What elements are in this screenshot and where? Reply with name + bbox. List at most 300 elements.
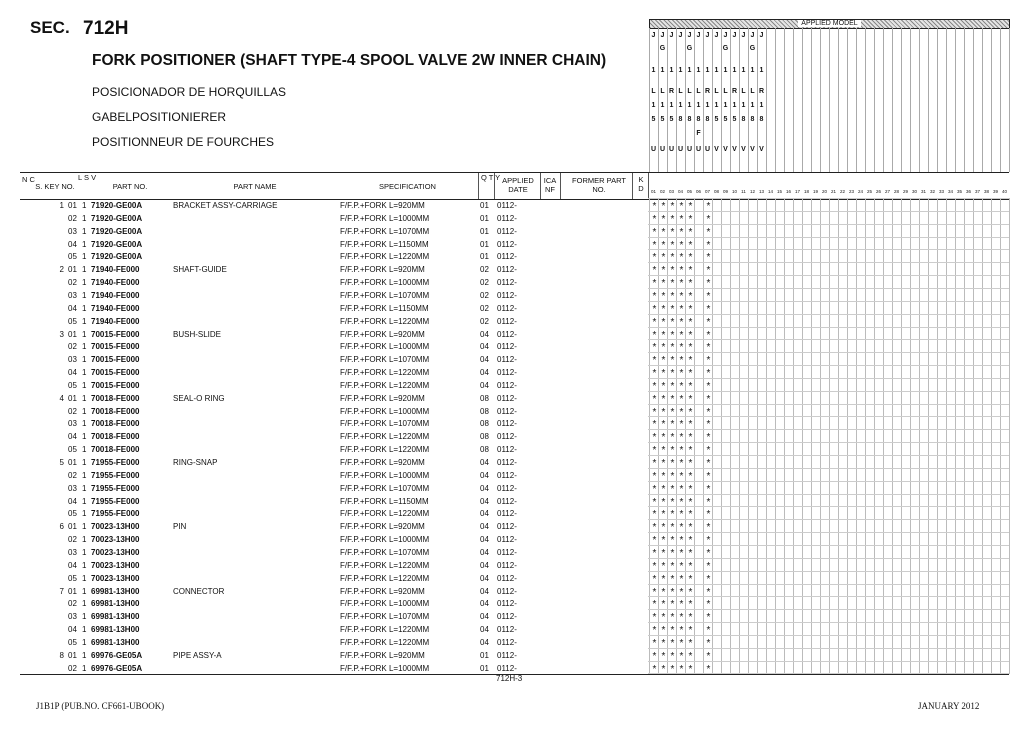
applicability-star: * [670, 201, 675, 212]
model-column-number: 31 [920, 189, 926, 194]
model-code-char: J [678, 32, 683, 39]
sub-number: 05 [68, 316, 77, 326]
model-column-number: 03 [668, 189, 674, 194]
applicability-star: * [670, 239, 675, 251]
table-row [20, 507, 650, 520]
key-number: 4 [59, 393, 64, 403]
applicability-star: * [661, 560, 666, 572]
applicability-star: * [679, 342, 684, 354]
applicability-star: * [706, 355, 711, 367]
line-number: 1 [82, 419, 87, 429]
applicability-star: * [679, 445, 684, 457]
model-column-number: 29 [902, 189, 908, 194]
line-number: 1 [82, 355, 87, 365]
model-code-char: V [723, 146, 728, 153]
model-column-number: 04 [677, 189, 683, 194]
part-number: 69976-GE05A [91, 663, 143, 673]
applicability-star: * [661, 368, 666, 380]
model-code-char: L [741, 88, 746, 95]
table-row [20, 649, 650, 662]
applied-date: 0112- [497, 226, 517, 236]
applicability-star: * [670, 368, 675, 380]
applicability-star: * [652, 201, 657, 212]
line-number: 1 [82, 599, 87, 609]
sub-number: 04 [68, 625, 77, 635]
specification: F/F.P.+FORK L=1000MM [340, 599, 430, 609]
quantity: 02 [480, 265, 489, 275]
quantity: 04 [480, 509, 489, 519]
sub-number: 01 [68, 650, 77, 660]
model-column-number: 38 [983, 189, 989, 194]
part-number: 71940-FE000 [91, 265, 140, 275]
line-number: 1 [82, 522, 87, 532]
applicability-star: * [688, 419, 693, 431]
applicability-marks [650, 520, 730, 533]
model-column-number: 27 [884, 189, 890, 194]
specification: F/F.P.+FORK L=920MM [340, 650, 425, 660]
part-number: 71940-FE000 [91, 316, 140, 326]
line-number: 1 [82, 303, 87, 313]
line-number: 1 [82, 560, 87, 570]
model-code-char: G [659, 45, 666, 52]
model-code-char: J [660, 32, 665, 39]
page-title: FORK POSITIONER (SHAFT TYPE-4 SPOOL VALVE 2W INNER CHAIN) [92, 52, 607, 69]
line-number: 1 [82, 612, 87, 622]
quantity: 01 [480, 252, 489, 262]
applicability-star: * [688, 226, 693, 238]
table-row [20, 289, 650, 302]
applicability-star: * [670, 586, 675, 598]
specification: F/F.P.+FORK L=1070MM [340, 226, 430, 236]
applicability-star: * [688, 265, 693, 277]
line-number: 1 [82, 586, 87, 596]
section-number: 712H [83, 18, 129, 39]
page-number: 712H-3 [496, 674, 523, 683]
applicability-star: * [706, 560, 711, 572]
applicability-marks [650, 225, 730, 238]
quantity: 04 [480, 625, 489, 635]
applied-date: 0112- [497, 201, 517, 210]
table-row [20, 328, 650, 341]
model-code-char: J [759, 32, 764, 39]
sub-number: 04 [68, 239, 77, 249]
model-column-number: 32 [929, 189, 935, 194]
sub-number: 03 [68, 226, 77, 236]
part-name: PIPE ASSY-A [173, 650, 222, 660]
applicability-star: * [670, 599, 675, 611]
applicability-star: * [661, 612, 666, 624]
model-code-char: G [722, 45, 729, 52]
model-code-char: 8 [750, 116, 755, 123]
applicability-star: * [652, 637, 657, 649]
model-code-char: 1 [750, 102, 755, 109]
part-number: 71920-GE00A [91, 201, 143, 210]
table-row [20, 366, 650, 379]
quantity: 08 [480, 445, 489, 455]
applicability-star: * [670, 445, 675, 457]
part-number: 70023-13H00 [91, 560, 140, 570]
model-code-char: 1 [759, 102, 764, 109]
applied-date: 0112- [497, 303, 517, 313]
table-row [20, 340, 650, 353]
applied-date: 0112- [497, 368, 517, 378]
applicability-marks [650, 443, 730, 456]
applicability-star: * [670, 265, 675, 277]
applicability-star: * [652, 419, 657, 431]
applicability-star: * [688, 432, 693, 444]
part-number: 71940-FE000 [91, 278, 140, 288]
applicability-star: * [652, 522, 657, 534]
table-row [20, 263, 650, 276]
table-row [20, 662, 650, 675]
part-number: 70023-13H00 [91, 522, 140, 532]
specification: F/F.P.+FORK L=1000MM [340, 663, 430, 673]
applicability-star: * [688, 650, 693, 662]
applied-date: 0112- [497, 573, 517, 583]
applicability-star: * [670, 213, 675, 225]
part-number: 70023-13H00 [91, 573, 140, 583]
line-number: 1 [82, 239, 87, 249]
applicability-star: * [706, 509, 711, 521]
applied-date: 0112- [497, 393, 517, 403]
applicability-star: * [652, 368, 657, 380]
applicability-star: * [706, 470, 711, 482]
applied-date: 0112- [497, 483, 517, 493]
applied-date: 0112- [497, 522, 517, 532]
applicability-star: * [679, 560, 684, 572]
specification: F/F.P.+FORK L=1220MM [340, 625, 430, 635]
applicability-star: * [679, 522, 684, 534]
sub-number: 03 [68, 290, 77, 300]
applicability-star: * [679, 226, 684, 238]
part-number: 71920-GE00A [91, 252, 143, 262]
line-number: 1 [82, 445, 87, 455]
model-code-char: 5 [660, 116, 665, 123]
applicability-star: * [706, 342, 711, 354]
applicability-star: * [661, 380, 666, 392]
quantity: 04 [480, 368, 489, 378]
applicability-star: * [670, 342, 675, 354]
model-code-char: L [678, 88, 683, 95]
applicability-marks [650, 623, 730, 636]
model-column-number: 26 [875, 189, 881, 194]
line-number: 1 [82, 329, 87, 339]
sub-number: 04 [68, 496, 77, 506]
specification: F/F.P.+FORK L=920MM [340, 458, 425, 467]
part-number: 71955-FE000 [91, 496, 140, 506]
specification: F/F.P.+FORK L=1220MM [340, 316, 430, 326]
applicability-star: * [679, 483, 684, 495]
applicability-star: * [652, 650, 657, 662]
sub-number: 01 [68, 393, 77, 403]
line-number: 1 [82, 509, 87, 519]
specification: F/F.P.+FORK L=1220MM [340, 560, 430, 570]
applicability-star: * [679, 637, 684, 649]
applicability-star: * [688, 445, 693, 457]
applicability-star: * [688, 368, 693, 380]
applicability-star: * [661, 547, 666, 559]
quantity: 04 [480, 470, 489, 480]
sub-number: 02 [68, 599, 77, 609]
table-row [20, 546, 650, 559]
model-code-char: 1 [669, 67, 674, 74]
applicability-marks [650, 430, 730, 443]
model-column-number: 23 [848, 189, 854, 194]
col-part-name: PART NAME [233, 182, 277, 191]
applicability-marks [650, 507, 730, 520]
sub-number: 03 [68, 612, 77, 622]
key-number: 1 [59, 201, 64, 210]
model-code-char: J [705, 32, 710, 39]
part-number: 69981-13H00 [91, 625, 140, 635]
specification: F/F.P.+FORK L=920MM [340, 522, 425, 532]
key-number: 3 [59, 329, 64, 339]
table-row [20, 315, 650, 328]
key-number: 2 [59, 265, 64, 275]
applicability-star: * [652, 355, 657, 367]
quantity: 01 [480, 226, 489, 236]
applicability-star: * [652, 573, 657, 585]
quantity: 08 [480, 406, 489, 416]
model-column-number: 40 [1001, 189, 1007, 194]
applicability-star: * [688, 483, 693, 495]
applicability-star: * [688, 342, 693, 354]
model-column-number: 15 [776, 189, 782, 194]
applicability-star: * [661, 625, 666, 637]
applicability-star: * [661, 496, 666, 508]
specification: F/F.P.+FORK L=1150MM [340, 496, 429, 506]
applied-date: 0112- [497, 650, 517, 660]
part-number: 70015-FE000 [91, 355, 140, 365]
model-code-char: F [696, 130, 701, 137]
applicability-star: * [688, 522, 693, 534]
model-code-char: 1 [696, 102, 701, 109]
model-code-char: L [750, 88, 755, 95]
model-code-char: J [741, 32, 746, 39]
applicability-star: * [679, 509, 684, 521]
model-column-number: 20 [821, 189, 827, 194]
applicability-marks [650, 559, 730, 572]
line-number: 1 [82, 573, 87, 583]
sub-number: 02 [68, 278, 77, 288]
applicability-star: * [688, 355, 693, 367]
quantity: 04 [480, 329, 489, 339]
sub-number: 02 [68, 406, 77, 416]
table-row [20, 276, 650, 289]
applied-date: 0112- [497, 316, 517, 326]
applicability-star: * [679, 380, 684, 392]
model-code-char: L [696, 88, 701, 95]
line-number: 1 [82, 380, 87, 390]
applied-date: 0112- [497, 290, 517, 300]
model-code-char: 1 [687, 67, 692, 74]
col-skey: S. KEY NO. [35, 182, 75, 191]
table-row [20, 623, 650, 636]
model-column-number: 22 [839, 189, 845, 194]
applicability-star: * [679, 393, 684, 405]
quantity: 04 [480, 522, 489, 532]
model-column-number: 34 [947, 189, 953, 194]
part-number: 71920-GE00A [91, 239, 143, 249]
line-number: 1 [82, 368, 87, 378]
applicability-star: * [706, 458, 711, 469]
sub-number: 02 [68, 213, 77, 223]
line-number: 1 [82, 342, 87, 352]
applicability-star: * [706, 535, 711, 547]
applied-date: 0112- [497, 380, 517, 390]
model-code-char: 1 [759, 67, 764, 74]
line-number: 1 [82, 278, 87, 288]
applicability-star: * [688, 599, 693, 611]
specification: F/F.P.+FORK L=1220MM [340, 573, 430, 583]
applicability-star: * [670, 458, 675, 469]
applied-date: 0112- [497, 625, 517, 635]
model-code-char: 1 [669, 102, 674, 109]
applicability-marks [650, 533, 730, 546]
model-column-number: 14 [767, 189, 773, 194]
applicability-star: * [661, 522, 666, 534]
specification: F/F.P.+FORK L=1070MM [340, 355, 430, 365]
model-code-char: 1 [741, 102, 746, 109]
model-code-char: J [669, 32, 674, 39]
applied-date: 0112- [497, 252, 517, 262]
applied-date: 0112- [497, 535, 517, 545]
applied-date: 0112- [497, 329, 517, 339]
sub-number: 01 [68, 586, 77, 596]
line-number: 1 [82, 393, 87, 403]
specification: F/F.P.+FORK L=1150MM [340, 239, 429, 249]
model-code-char: V [759, 146, 764, 153]
applicability-star: * [652, 303, 657, 315]
model-code-char: 1 [678, 67, 683, 74]
specification: F/F.P.+FORK L=1150MM [340, 303, 429, 313]
applied-date: 0112- [497, 663, 517, 673]
applicability-star: * [652, 432, 657, 444]
specification: F/F.P.+FORK L=1070MM [340, 612, 430, 622]
sub-number: 04 [68, 560, 77, 570]
applicability-star: * [688, 290, 693, 302]
applicability-marks [650, 392, 730, 405]
key-number: 6 [59, 522, 64, 532]
col-nc: N C [22, 175, 35, 184]
line-number: 1 [82, 470, 87, 480]
applicability-star: * [652, 226, 657, 238]
model-code-char: 1 [732, 102, 737, 109]
applicability-star: * [679, 419, 684, 431]
line-number: 1 [82, 316, 87, 326]
applied-date: 0112- [497, 612, 517, 622]
section-label: SEC. [30, 18, 70, 37]
model-code-char: 8 [741, 116, 746, 123]
model-column-number: 33 [938, 189, 944, 194]
col-ica: ICA NF [543, 176, 557, 194]
sub-number: 02 [68, 535, 77, 545]
applicability-marks [650, 302, 730, 315]
applicability-star: * [706, 445, 711, 457]
applicability-star: * [706, 329, 711, 341]
applicability-star: * [670, 406, 675, 418]
model-code-char: J [696, 32, 701, 39]
part-number: 70018-FE000 [91, 432, 140, 442]
applicability-star: * [706, 290, 711, 302]
applicability-star: * [679, 573, 684, 585]
quantity: 01 [480, 663, 489, 673]
specification: F/F.P.+FORK L=1070MM [340, 547, 430, 557]
specification: F/F.P.+FORK L=1000MM [340, 535, 430, 545]
table-row [20, 405, 650, 418]
table-row [20, 482, 650, 495]
applicability-star: * [706, 239, 711, 251]
part-number: 71940-FE000 [91, 290, 140, 300]
applicability-star: * [670, 637, 675, 649]
applicability-star: * [688, 535, 693, 547]
applicability-marks [650, 417, 730, 430]
sub-number: 02 [68, 342, 77, 352]
line-number: 1 [82, 432, 87, 442]
model-code-char: 5 [669, 116, 674, 123]
applicability-star: * [661, 586, 666, 598]
applicability-star: * [688, 586, 693, 598]
applicability-marks [650, 649, 730, 662]
model-column-number: 18 [803, 189, 809, 194]
applicability-star: * [670, 290, 675, 302]
quantity: 04 [480, 458, 489, 467]
model-code-char: L [660, 88, 665, 95]
model-code-char: 8 [678, 116, 683, 123]
applicability-star: * [706, 483, 711, 495]
applicability-star: * [706, 201, 711, 212]
applicability-marks [650, 289, 730, 302]
model-code-char: 1 [714, 67, 719, 74]
applied-date: 0112- [497, 458, 517, 467]
quantity: 02 [480, 290, 489, 300]
applicability-star: * [652, 316, 657, 328]
applicability-star: * [652, 290, 657, 302]
line-number: 1 [82, 265, 87, 275]
part-number: 71955-FE000 [91, 458, 140, 467]
specification: F/F.P.+FORK L=1220MM [340, 368, 430, 378]
specification: F/F.P.+FORK L=1220MM [340, 380, 430, 390]
specification: F/F.P.+FORK L=1000MM [340, 278, 430, 288]
applicability-star: * [706, 625, 711, 637]
applicability-star: * [688, 316, 693, 328]
sub-number: 03 [68, 483, 77, 493]
applicability-star: * [670, 278, 675, 290]
applicability-star: * [679, 316, 684, 328]
specification: F/F.P.+FORK L=1220MM [340, 445, 430, 455]
applied-date: 0112- [497, 637, 517, 647]
col-applied-date: APPLIED DATE [502, 176, 534, 194]
col-kd: K D [638, 175, 644, 193]
sub-number: 05 [68, 637, 77, 647]
specification: F/F.P.+FORK L=1000MM [340, 213, 430, 223]
applicability-star: * [670, 329, 675, 341]
applicability-star: * [688, 201, 693, 212]
specification: F/F.P.+FORK L=1000MM [340, 406, 430, 416]
applicability-star: * [670, 380, 675, 392]
model-column-number: 24 [857, 189, 863, 194]
line-number: 1 [82, 547, 87, 557]
model-code-char: 1 [714, 102, 719, 109]
model-column-number: 36 [965, 189, 971, 194]
applicability-marks [650, 353, 730, 366]
applicability-star: * [688, 560, 693, 572]
applicability-star: * [706, 650, 711, 662]
applicability-star: * [706, 368, 711, 380]
model-column-number: 09 [722, 189, 728, 194]
applied-date: 0112- [497, 239, 517, 249]
applicability-star: * [688, 239, 693, 251]
